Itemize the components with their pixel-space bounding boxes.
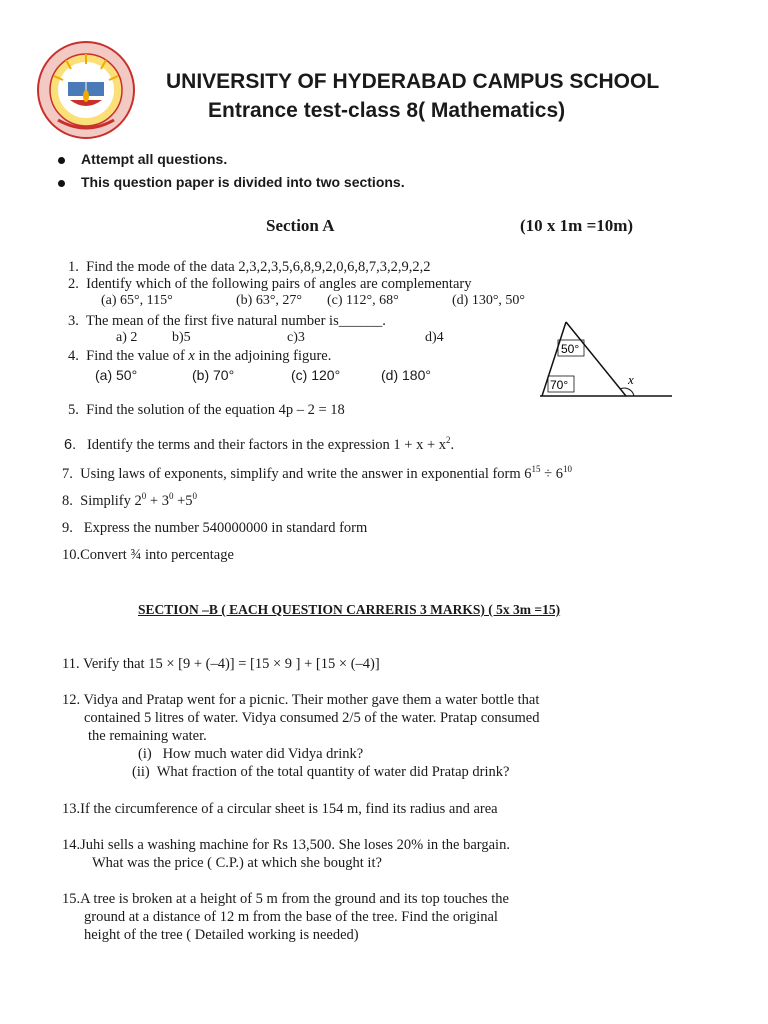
question-4: 4. Find the value of x in the adjoining figure.	[68, 348, 332, 364]
option: (d) 180°	[381, 367, 431, 383]
option: a) 2	[116, 330, 138, 345]
option: (b) 70°	[192, 367, 235, 383]
question-2: 2. Identify which of the following pairs of angles are complementary	[68, 276, 472, 292]
question-9: 9. Express the number 540000000 in standard form	[62, 520, 368, 536]
section-a-marks: (10 x 1m =10m)	[520, 216, 634, 235]
angle-label-left: 70°	[550, 378, 569, 392]
school-logo	[36, 40, 136, 140]
instruction-item: This question paper is divided into two sections.	[58, 174, 405, 190]
triangle-side	[566, 322, 626, 396]
sub-question: (i) How much water did Vidya drink?	[138, 746, 364, 762]
question-15-line: ground at a distance of 12 m from the base of the tree. Find the original	[84, 909, 498, 925]
instruction-item: Attempt all questions.	[58, 151, 227, 167]
angle-label-x: x	[628, 372, 634, 387]
option: (a) 65°, 115°	[101, 293, 173, 308]
question-3: 3. The mean of the first five natural number is______.	[68, 313, 386, 329]
question-14: 14.Juhi sells a washing machine for Rs 13,500. She loses 20% in the bargain.	[62, 837, 510, 853]
question-12-line: contained 5 litres of water. Vidya consumed 2/5 of the water. Pratap consumed	[84, 710, 540, 726]
question-12: 12. Vidya and Pratap went for a picnic. Their mother gave them a water bottle that	[62, 692, 540, 708]
question-10: 10.Convert ¾ into percentage	[62, 547, 234, 563]
option: d)4	[425, 330, 444, 345]
question-15: 15.A tree is broken at a height of 5 m from the ground and its top touches the	[62, 891, 509, 907]
option: b)5	[172, 330, 191, 345]
question-1: 1. Find the mode of the data 2,3,2,3,5,6,8,9,2,0,6,8,7,3,2,9,2,2	[68, 259, 431, 275]
sub-question: (ii) What fraction of the total quantity of water did Pratap drink?	[132, 764, 510, 780]
section-b-title: SECTION –B ( EACH QUESTION CARRERIS 3 MARKS) ( 5x 3m =15)	[138, 602, 561, 617]
question-7: 7. Using laws of exponents, simplify and write the answer in exponential form $6^{15} \div 6^{10}$	[62, 464, 573, 482]
test-title: Entrance test-class 8( Mathematics)	[208, 99, 566, 122]
bullet-icon	[58, 180, 65, 187]
triangle-figure	[536, 318, 676, 400]
question-11: 11. Verify that 15 × [9 + (–4)] = [15 × 9 ] + [15 × (–4)]	[62, 656, 380, 672]
option: (c) 112°, 68°	[327, 293, 399, 308]
option: (c) 120°	[291, 367, 341, 383]
question-5: 5. Find the solution of the equation 4p – 2 = 18	[68, 402, 345, 418]
section-a-title: Section A	[266, 216, 335, 235]
option: c)3	[287, 330, 305, 345]
option: (a) 50°	[95, 367, 138, 383]
question-12-line: the remaining water.	[88, 728, 207, 744]
question-8: 8. Simplify $2^0 + 3^0 +5^0$	[62, 491, 198, 509]
bullet-icon	[58, 157, 65, 164]
school-name: UNIVERSITY OF HYDERABAD CAMPUS SCHOOL	[166, 70, 660, 93]
question-14-line: What was the price ( C.P.) at which she bought it?	[92, 855, 382, 871]
option: (d) 130°, 50°	[452, 293, 526, 308]
angle-label-top: 50°	[561, 342, 580, 356]
question-15-line: height of the tree ( Detailed working is needed)	[84, 927, 359, 943]
question-6: 6. Identify the terms and their factors in the expression $1 + x + x^2$.	[64, 435, 455, 453]
question-13: 13.If the circumference of a circular sheet is 154 m, find its radius and area	[62, 801, 498, 817]
option: (b) 63°, 27°	[236, 293, 303, 308]
